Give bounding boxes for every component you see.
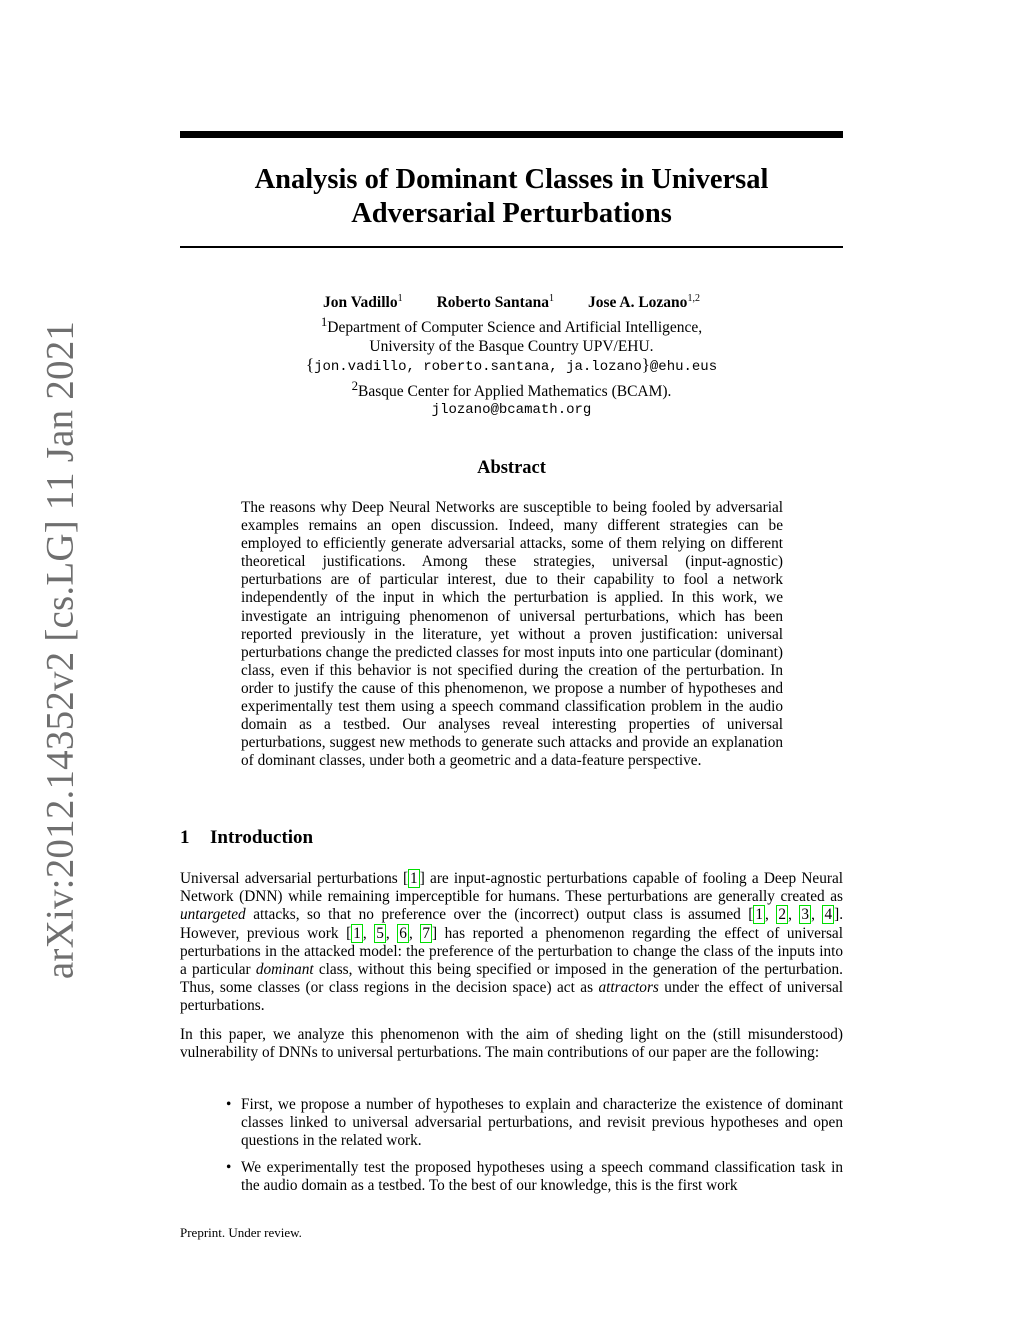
author-names bbox=[180, 290, 843, 313]
citation-link[interactable]: 7 bbox=[422, 924, 430, 942]
author-name: Jose A. Lozano bbox=[587, 294, 688, 312]
email-domain: @ehu.eus bbox=[649, 359, 718, 376]
citation-link[interactable]: 5 bbox=[376, 924, 384, 942]
author-affiliation-mark: 1 bbox=[548, 293, 554, 304]
affiliation-1-text: Department of Computer Science and Artificial Intelligence, bbox=[327, 318, 703, 336]
footer-note: Preprint. Under review. bbox=[180, 1225, 302, 1240]
title-line-2: Adversarial Perturbations bbox=[351, 198, 672, 229]
affiliation-2-text: Basque Center for Applied Mathematics (BCAM). bbox=[358, 382, 672, 400]
citation-link[interactable]: 1 bbox=[410, 870, 418, 887]
author-name: Jon Vadillo bbox=[323, 294, 398, 312]
title-bottom-rule bbox=[180, 246, 843, 248]
section-number: 1 bbox=[180, 827, 190, 848]
email-brace-open: { bbox=[305, 355, 315, 375]
abstract-body: The reasons why Deep Neural Networks are susceptible to being fooled by adversarial examples remains an open discussion. Indeed, many different strategies can be employed to efficiently generate adversarial attacks, some of them relying on different theoretical justifications. Among these strategies, universal (input-agnostic) perturbations are of particular interest, due to their capability to fool a network independently of the input in which the perturbation is applied. In this work, we investigate an intriguing phenomenon of universal perturbations, which has been reported previously in the literature, yet without a proven justification: universal perturbations change the predicted classes for most inputs into one particular (dominant) class, even if this behavior is not specified during the creation of the perturbation. In order to justify the cause of this phenomenon, we propose a number of hypotheses and experimentally test them using a speech command classification problem in the audio domain as a testbed. Our analyses reveal interesting properties of universal perturbations, suggest new methods to generate such attacks and provide an explanation of dominant classes, under both a geometric and a data-feature perspective. bbox=[241, 499, 783, 770]
section-heading bbox=[180, 827, 313, 849]
citation-link[interactable]: 4 bbox=[824, 906, 833, 924]
arxiv-identifier-stamp: arXiv:2012.14352v2 [cs.LG] 11 Jan 2021 bbox=[38, 320, 82, 980]
author-block bbox=[180, 290, 843, 420]
contributions-list bbox=[180, 1096, 843, 1203]
affiliation-1-line-1 bbox=[180, 313, 843, 338]
citation-link[interactable]: 3 bbox=[801, 906, 810, 924]
affiliation-1-emails bbox=[180, 356, 843, 377]
list-item: • We experimentally test the proposed hypotheses using a speech command classification task in the audio domain as a testbed. To the best of our knowledge, this is the first work bbox=[226, 1158, 843, 1194]
email-names: jon.vadillo, roberto.santana, ja.lozano bbox=[314, 359, 642, 376]
author-affiliation-mark: 1,2 bbox=[687, 293, 700, 304]
bullet-marker: • bbox=[226, 1096, 232, 1113]
affiliation-2-email: jlozano@bcamath.org bbox=[431, 402, 592, 419]
author-name: Roberto Santana bbox=[436, 294, 549, 312]
affiliation-1-line-2: University of the Basque Country UPV/EHU. bbox=[369, 337, 654, 355]
email-brace-close: } bbox=[641, 355, 650, 375]
title-line-1: Analysis of Dominant Classes in Universal bbox=[254, 164, 769, 195]
abstract-heading: Abstract bbox=[477, 458, 546, 478]
section-title: Introduction bbox=[210, 827, 314, 848]
title-top-rule bbox=[180, 131, 843, 138]
bullet-marker: • bbox=[226, 1158, 232, 1176]
paper-title bbox=[180, 163, 843, 231]
affiliation-2-number: 2 bbox=[351, 377, 359, 393]
citation-link[interactable]: 1 bbox=[353, 924, 361, 942]
intro-paragraph-1: Universal adversarial perturbations [ 1 ] are input-agnostic perturbations capable of fooling a Deep Neural Network (DNN) while remaining imperceptible for humans. These perturbations are generally created as untargeted attacks, so that no preference over the (incorrect) output class is assumed [ 1 , 2 , 3 , 4 ]. However, previous work [ 1 , 5 , 6 , 7 ] has reported a phenomenon regarding the effect of universal perturbations in the attacked model: the preference of the perturbation to change the class of the inputs into a particular dominant class, without this being specified or imposed in the generation of the perturbation. Thus, some classes (or class regions in the decision space) act as attractors under the effect of universal perturbations. bbox=[180, 870, 844, 1015]
citation-link[interactable]: 2 bbox=[778, 906, 787, 924]
citation-link[interactable]: 6 bbox=[399, 924, 407, 942]
affiliation-1-number: 1 bbox=[320, 313, 328, 329]
author-affiliation-mark: 1 bbox=[397, 293, 403, 304]
intro-paragraph-2: In this paper, we analyze this phenomenon with the aim of sheding light on the (still misunderstood) vulnerability of DNNs to universal perturbations. The main contributions of our paper are the following: bbox=[180, 1026, 843, 1062]
list-item: • First, we propose a number of hypotheses to explain and characterize the existence of dominant classes linked to universal adversarial perturbations, and revisit previous hypotheses and open questions in the related work. bbox=[226, 1096, 843, 1150]
affiliation-2-line-1 bbox=[180, 377, 843, 402]
citation-link[interactable]: 1 bbox=[755, 906, 764, 924]
